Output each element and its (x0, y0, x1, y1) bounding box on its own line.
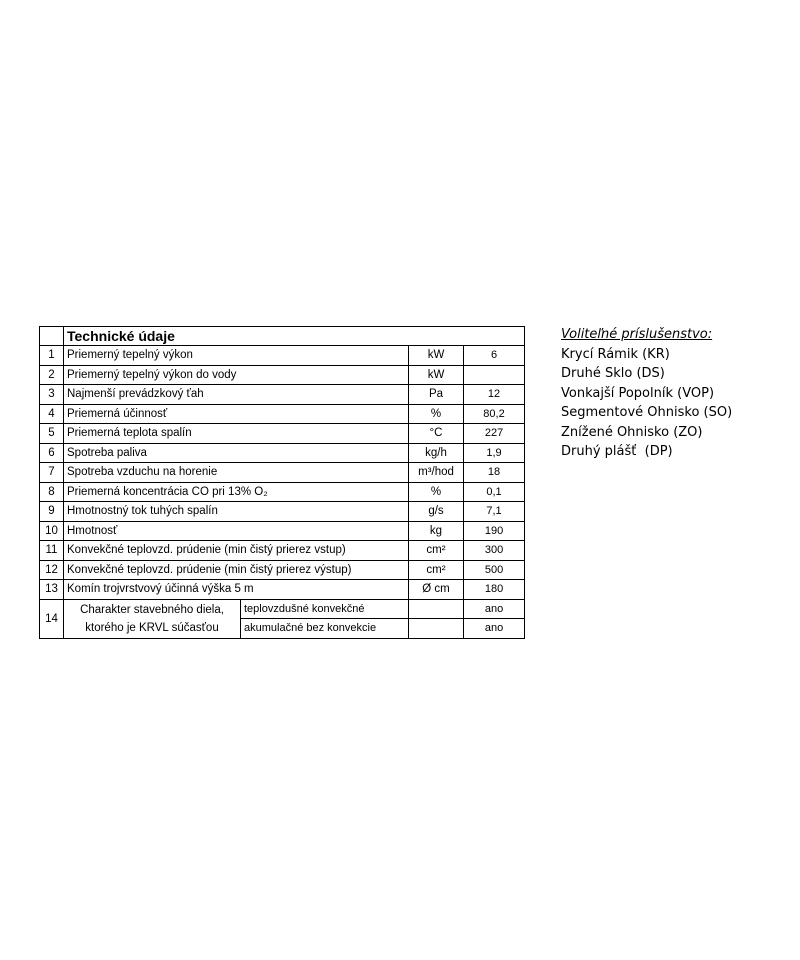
row14-option-value: ano (464, 619, 525, 639)
row-number: 5 (40, 424, 64, 444)
table-row (40, 346, 525, 366)
row-label: Konvekčné teplovzd. prúdenie (min čistý prierez vstup) (64, 541, 409, 561)
row14-option-label: akumulačné bez konvekcie (241, 619, 409, 639)
row14-option-value: ano (464, 599, 525, 619)
row-unit: kg/h (409, 443, 464, 463)
header-empty-cell (40, 327, 64, 346)
row-value: 0,1 (464, 482, 525, 502)
row-unit: kW (409, 365, 464, 385)
row-value (464, 365, 525, 385)
table-row-14 (40, 599, 525, 619)
accessory-item: Segmentové Ohnisko (SO) (561, 405, 733, 420)
row-unit: % (409, 404, 464, 424)
row14-label-line2: ktorého je KRVL súčasťou (85, 621, 219, 634)
row-number: 4 (40, 404, 64, 424)
row-value: 80,2 (464, 404, 525, 424)
row-label: Priemerná koncentrácia CO pri 13% O₂ (64, 482, 409, 502)
row-label: Hmotnosť (64, 521, 409, 541)
table-row (40, 482, 525, 502)
row-unit: kW (409, 346, 464, 366)
table-row (40, 365, 525, 385)
row-number: 1 (40, 346, 64, 366)
table-row (40, 580, 525, 600)
row-value: 7,1 (464, 502, 525, 522)
accessory-item: Krycí Rámik (KR) (561, 346, 670, 362)
row-value: 500 (464, 560, 525, 580)
row-value: 12 (464, 385, 525, 405)
row-value: 1,9 (464, 443, 525, 463)
row14-option-label: teplovzdušné konvekčné (241, 599, 409, 619)
optional-accessories (561, 325, 732, 462)
row-value: 180 (464, 580, 525, 600)
row-label: Priemerná účinnosť (64, 404, 409, 424)
row-unit: % (409, 482, 464, 502)
accessory-item: Druhý plášť (DP) (561, 444, 673, 459)
row-number: 12 (40, 560, 64, 580)
row-number: 8 (40, 482, 64, 502)
row14-option-unit (409, 599, 464, 619)
row-number: 6 (40, 443, 64, 463)
row14-label (64, 599, 241, 638)
table-row (40, 463, 525, 483)
accessories-title: Voliteľné príslušenstvo: (561, 327, 713, 342)
row-label: Hmotnostný tok tuhých spalín (64, 502, 409, 522)
table-header-row (40, 327, 525, 346)
row14-option-unit (409, 619, 464, 639)
table-row (40, 560, 525, 580)
row-number: 13 (40, 580, 64, 600)
row-label: Spotreba vzduchu na horenie (64, 463, 409, 483)
row-number: 11 (40, 541, 64, 561)
row-value: 190 (464, 521, 525, 541)
accessory-item: Znížené Ohnisko (ZO) (561, 424, 703, 440)
row-number: 2 (40, 365, 64, 385)
row-unit: Pa (409, 385, 464, 405)
row-unit: Ø cm (409, 580, 464, 600)
row-label: Priemerný tepelný výkon (64, 346, 409, 366)
row-number: 7 (40, 463, 64, 483)
row-number: 10 (40, 521, 64, 541)
table-row (40, 443, 525, 463)
accessory-item: Druhé Sklo (DS) (561, 366, 665, 381)
row-unit: kg (409, 521, 464, 541)
row-number: 14 (40, 599, 64, 638)
row-label: Komín trojvrstvový účinná výška 5 m (64, 580, 409, 600)
row-number: 3 (40, 385, 64, 405)
row-unit: °C (409, 424, 464, 444)
row14-label-line1: Charakter stavebného diela, (80, 603, 224, 616)
row-unit: m³/hod (409, 463, 464, 483)
table-row (40, 424, 525, 444)
row-label: Priemerná teplota spalín (64, 424, 409, 444)
row-number: 9 (40, 502, 64, 522)
table-row (40, 385, 525, 405)
row-unit: cm² (409, 541, 464, 561)
table-row (40, 521, 525, 541)
accessory-item: Vonkajší Popolník (VOP) (561, 385, 715, 401)
row-label: Najmenší prevádzkový ťah (64, 385, 409, 405)
table-row (40, 502, 525, 522)
row-value: 300 (464, 541, 525, 561)
row-label: Priemerný tepelný výkon do vody (64, 365, 409, 385)
row-value: 6 (464, 346, 525, 366)
row-unit: cm² (409, 560, 464, 580)
row-value: 227 (464, 424, 525, 444)
table-title: Technické údaje (64, 327, 525, 346)
row-label: Spotreba paliva (64, 443, 409, 463)
row-label: Konvekčné teplovzd. prúdenie (min čistý prierez výstup) (64, 560, 409, 580)
table-row (40, 541, 525, 561)
row-unit: g/s (409, 502, 464, 522)
technical-data-table (39, 326, 525, 639)
row-value: 18 (464, 463, 525, 483)
table-row (40, 404, 525, 424)
